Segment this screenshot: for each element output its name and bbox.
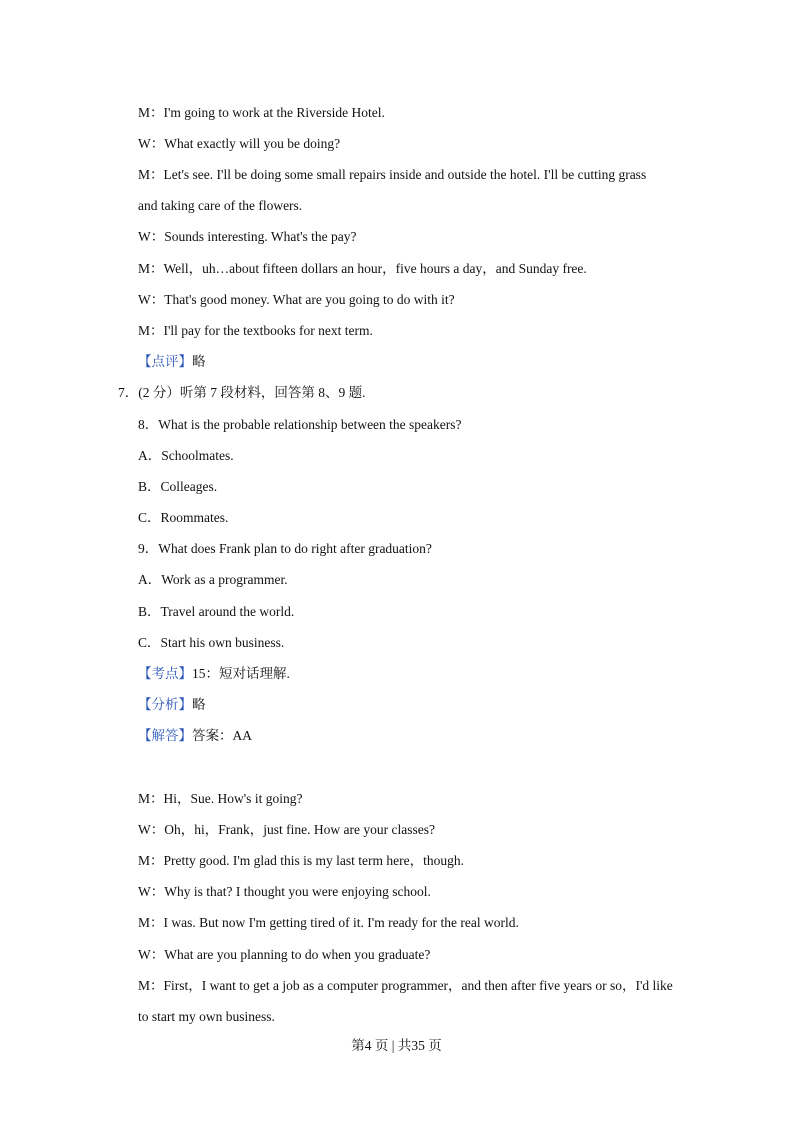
question-stem: 9．What does Frank plan to do right after graduation? bbox=[138, 541, 432, 556]
jieda-tag: 【解答】 bbox=[138, 728, 192, 743]
dialogue-line: M：Well，uh…about fifteen dollars an hour，five hours a day，and Sunday free. bbox=[138, 261, 587, 276]
jieda-row bbox=[138, 727, 252, 745]
dialogue-line: W：That's good money. What are you going to do with it? bbox=[138, 292, 455, 307]
jieda-text: 答案：AA bbox=[192, 728, 252, 743]
question-stem: 8．What is the probable relationship between the speakers? bbox=[138, 417, 462, 432]
comment-text: 略 bbox=[192, 354, 206, 369]
dialogue-line: M：I'll pay for the textbooks for next term. bbox=[138, 323, 373, 338]
dialogue-line: M：I was. But now I'm getting tired of it. I'm ready for the real world. bbox=[138, 915, 519, 930]
dialogue-line: W：What are you planning to do when you graduate? bbox=[138, 947, 431, 962]
dialogue-line: M：Pretty good. I'm glad this is my last term here，though. bbox=[138, 853, 465, 868]
fenxi-text: 略 bbox=[192, 697, 206, 712]
dialogue-line: W：What exactly will you be doing? bbox=[138, 136, 341, 151]
option-a: A．Work as a programmer. bbox=[138, 572, 288, 587]
fenxi-tag: 【分析】 bbox=[138, 697, 192, 712]
dialogue-line: to start my own business. bbox=[138, 1009, 275, 1024]
dialogue-line: M：I'm going to work at the Riverside Hotel. bbox=[138, 105, 385, 120]
dialogue-line: W：Why is that? I thought you were enjoying school. bbox=[138, 884, 431, 899]
kaodian-tag: 【考点】 bbox=[138, 666, 192, 681]
page-footer: 第4 页 | 共35 页 bbox=[351, 1038, 442, 1053]
dialogue-line: W：Sounds interesting. What's the pay? bbox=[138, 229, 357, 244]
kaodian-row bbox=[138, 665, 290, 683]
question-header: 7．(2 分）听第 7 段材料，回答第 8、9 题. bbox=[118, 385, 366, 400]
dialogue-line: M：Let's see. I'll be doing some small repairs inside and outside the hotel. I'll be cutting grass bbox=[138, 167, 647, 182]
option-a: A．Schoolmates. bbox=[138, 448, 234, 463]
comment-row bbox=[138, 353, 206, 371]
dialogue-line: and taking care of the flowers. bbox=[138, 198, 303, 213]
dialogue-line: M：Hi，Sue. How's it going? bbox=[138, 791, 303, 806]
option-b: B．Colleages. bbox=[138, 479, 218, 494]
dialogue-line: M：First，I want to get a job as a computer programmer，and then after five years or so，I'd like bbox=[138, 978, 673, 993]
option-c: C．Start his own business. bbox=[138, 635, 285, 650]
option-c: C．Roommates. bbox=[138, 510, 229, 525]
option-b: B．Travel around the world. bbox=[138, 604, 295, 619]
dialogue-line: W：Oh，hi，Frank，just fine. How are your classes? bbox=[138, 822, 435, 837]
kaodian-text: 15：短对话理解. bbox=[192, 666, 290, 681]
comment-tag: 【点评】 bbox=[138, 354, 192, 369]
fenxi-row bbox=[138, 696, 206, 714]
